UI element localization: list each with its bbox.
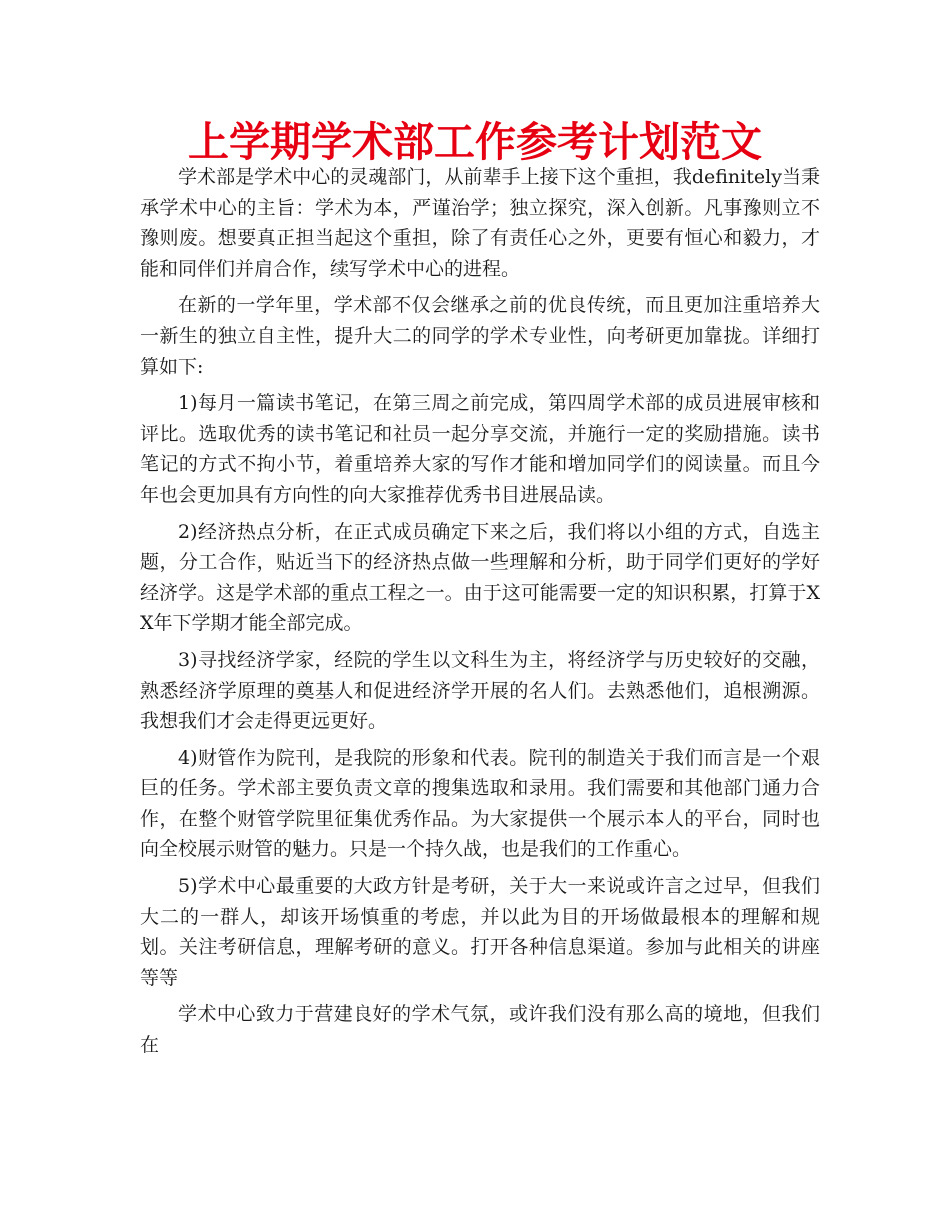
document-title: 上学期学术部工作参考计划范文: [188, 118, 762, 166]
paragraph-item-1: 1)每月一篇读书笔记，在第三周之前完成，第四周学术部的成员进展审核和评比。选取优秀的读书笔记和社员一起分享交流，并施行一定的奖励措施。读书笔记的方式不拘小节，着重培养大家的写作才能和增加同学们的阅读量。而且今年也会更加具有方向性的向大家推荐优秀书目进展品读。: [140, 392, 820, 506]
document-body: [140, 162, 820, 1061]
paragraph-item-5: 5)学术中心最重要的大政方针是考研，关于大一来说或许言之过早，但我们大二的一群人，却该开场慎重的考虑，并以此为目的开场做最根本的理解和规划。关注考研信息，理解考研的意义。打开各种信息渠道。参加与此相关的讲座等等: [140, 875, 820, 989]
paragraph-item-3: 3)寻找经济学家，经院的学生以文科生为主，将经济学与历史较好的交融，熟悉经济学原理的奠基人和促进经济学开展的名人们。去熟悉他们，追根溯源。我想我们才会走得更远更好。: [140, 648, 820, 733]
paragraph-intro: 学术部是学术中心的灵魂部门，从前辈手上接下这个重担，我definitely当秉承学术中心的主旨：学术为本，严谨治学；独立探究，深入创新。凡事豫则立不豫则废。想要真正担当起这个重担，除了有责任心之外，更要有恒心和毅力，才能和同伴们并肩合作，续写学术中心的进程。: [140, 166, 820, 280]
paragraph-plan-overview: 在新的一学年里，学术部不仅会继承之前的优良传统，而且更加注重培养大一新生的独立自主性，提升大二的同学的学术专业性，向考研更加靠拢。详细打算如下:: [140, 294, 820, 378]
paragraph-closing: 学术中心致力于营建良好的学术气氛，或许我们没有那么高的境地，但我们在: [140, 1003, 820, 1057]
paragraph-item-2: 2)经济热点分析，在正式成员确定下来之后，我们将以小组的方式，自选主题，分工合作，贴近当下的经济热点做一些理解和分析，助于同学们更好的学好经济学。这是学术部的重点工程之一。由于这可能需要一定的知识积累，打算于XX年下学期才能全部完成。: [140, 520, 820, 635]
paragraph-item-4: 4)财管作为院刊，是我院的形象和代表。院刊的制造关于我们而言是一个艰巨的任务。学术部主要负责文章的搜集选取和录用。我们需要和其他部门通力合作，在整个财管学院里征集优秀作品。为大家提供一个展示本人的平台，同时也向全校展示财管的魅力。只是一个持久战，也是我们的工作重心。: [140, 746, 820, 861]
